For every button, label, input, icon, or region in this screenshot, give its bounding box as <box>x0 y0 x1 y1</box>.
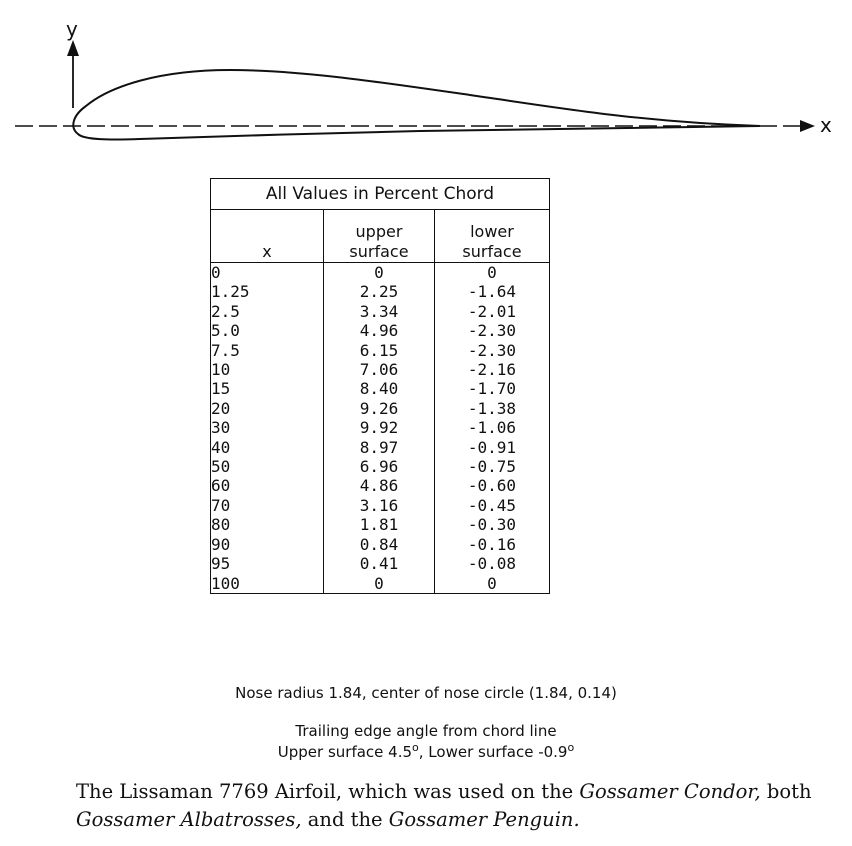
x-axis-label: x <box>820 113 832 137</box>
caption-emphasis: Gossamer Albatrosses, <box>76 808 302 831</box>
caption-text: The Lissaman 7769 Airfoil, which was used on the <box>76 780 580 803</box>
cell-lower: -1.64 <box>467 282 517 302</box>
table-row <box>211 360 550 379</box>
cell-lower: 0 <box>487 573 497 593</box>
table-body <box>211 263 550 594</box>
cell-x: 100 <box>211 574 324 594</box>
header-upper-line1: upper <box>355 222 403 241</box>
table-row <box>211 554 550 573</box>
cell-upper: 0 <box>324 574 435 594</box>
cell-lower: -0.45 <box>467 495 517 515</box>
caption-text: and the <box>301 808 389 831</box>
cell-upper: 8.97 <box>324 438 435 457</box>
cell-upper: 9.26 <box>324 399 435 418</box>
table-row <box>211 321 550 340</box>
table-row <box>211 438 550 457</box>
cell-x: 0 <box>211 263 324 283</box>
table-row <box>211 476 550 495</box>
trailing-edge-note-line1: Trailing edge angle from chord line <box>295 722 557 740</box>
cell-x: 1.25 <box>211 282 324 301</box>
cell-upper: 3.34 <box>324 302 435 321</box>
header-upper-surface <box>324 210 435 263</box>
table-row <box>211 457 550 476</box>
header-x-label: x <box>262 242 272 261</box>
cell-x: 15 <box>211 379 324 398</box>
header-x <box>211 210 324 263</box>
table-row <box>211 302 550 321</box>
cell-x: 60 <box>211 476 324 495</box>
table-row <box>211 418 550 437</box>
cell-upper: 4.96 <box>324 321 435 340</box>
nose-radius-note: Nose radius 1.84, center of nose circle (1.84, 0.14) <box>235 684 617 702</box>
cell-lower: -2.16 <box>467 360 517 380</box>
table-row <box>211 574 550 594</box>
x-axis-arrow-icon <box>800 120 815 132</box>
y-axis-arrow-icon <box>67 40 79 56</box>
cell-x: 2.5 <box>211 302 324 321</box>
cell-x: 90 <box>211 535 324 554</box>
table-row <box>211 496 550 515</box>
cell-lower: -1.06 <box>467 418 517 438</box>
cell-upper: 8.40 <box>324 379 435 398</box>
cell-upper: 7.06 <box>324 360 435 379</box>
table-row <box>211 535 550 554</box>
te-upper-text: Upper surface 4.5 <box>277 743 413 761</box>
cell-x: 95 <box>211 554 324 573</box>
cell-lower: -2.30 <box>467 340 517 360</box>
cell-upper: 6.96 <box>324 457 435 476</box>
cell-lower: -0.60 <box>467 476 517 496</box>
airfoil-coordinate-table <box>210 178 550 594</box>
cell-upper: 9.92 <box>324 418 435 437</box>
cell-lower: -0.08 <box>467 554 517 574</box>
cell-lower: -1.70 <box>467 379 517 399</box>
cell-x: 7.5 <box>211 341 324 360</box>
cell-upper: 6.15 <box>324 341 435 360</box>
y-axis-label: y <box>66 17 78 41</box>
cell-x: 10 <box>211 360 324 379</box>
header-lower-line1: lower <box>470 222 514 241</box>
table-row <box>211 282 550 301</box>
table-title: All Values in Percent Chord <box>211 179 550 210</box>
cell-upper: 1.81 <box>324 515 435 534</box>
cell-upper: 0.41 <box>324 554 435 573</box>
caption-emphasis: Gossamer Penguin. <box>388 808 580 831</box>
degree-symbol: o <box>412 741 419 754</box>
cell-lower: -0.91 <box>467 437 517 457</box>
table-row <box>211 515 550 534</box>
te-lower-text: , Lower surface -0.9 <box>418 743 568 761</box>
table-row <box>211 263 550 283</box>
cell-x: 5.0 <box>211 321 324 340</box>
cell-lower: -0.75 <box>467 457 517 477</box>
cell-lower: -2.30 <box>467 321 517 341</box>
degree-symbol: o <box>567 741 575 754</box>
header-lower-surface <box>434 210 549 263</box>
cell-upper: 0.84 <box>324 535 435 554</box>
airfoil-profile <box>73 70 760 139</box>
cell-x: 30 <box>211 418 324 437</box>
table-row <box>211 379 550 398</box>
cell-upper: 2.25 <box>324 282 435 301</box>
cell-x: 40 <box>211 438 324 457</box>
figure-caption <box>76 778 846 834</box>
cell-lower: -0.16 <box>467 534 517 554</box>
cell-lower: 0 <box>487 263 497 282</box>
cell-upper: 3.16 <box>324 496 435 515</box>
cell-lower: -1.38 <box>467 398 517 418</box>
cell-upper: 0 <box>324 263 435 283</box>
header-upper-line2: surface <box>349 242 409 261</box>
cell-x: 20 <box>211 399 324 418</box>
cell-x: 70 <box>211 496 324 515</box>
airfoil-figure <box>0 0 852 160</box>
table-row <box>211 399 550 418</box>
caption-emphasis: Gossamer Condor, <box>579 780 761 803</box>
table-row <box>211 341 550 360</box>
cell-lower: -0.30 <box>467 515 517 535</box>
caption-text: both <box>760 780 812 803</box>
cell-x: 80 <box>211 515 324 534</box>
header-lower-line2: surface <box>462 242 522 261</box>
cell-upper: 4.86 <box>324 476 435 495</box>
cell-x: 50 <box>211 457 324 476</box>
trailing-edge-note-line2 <box>0 741 852 761</box>
cell-lower: -2.01 <box>467 301 517 321</box>
